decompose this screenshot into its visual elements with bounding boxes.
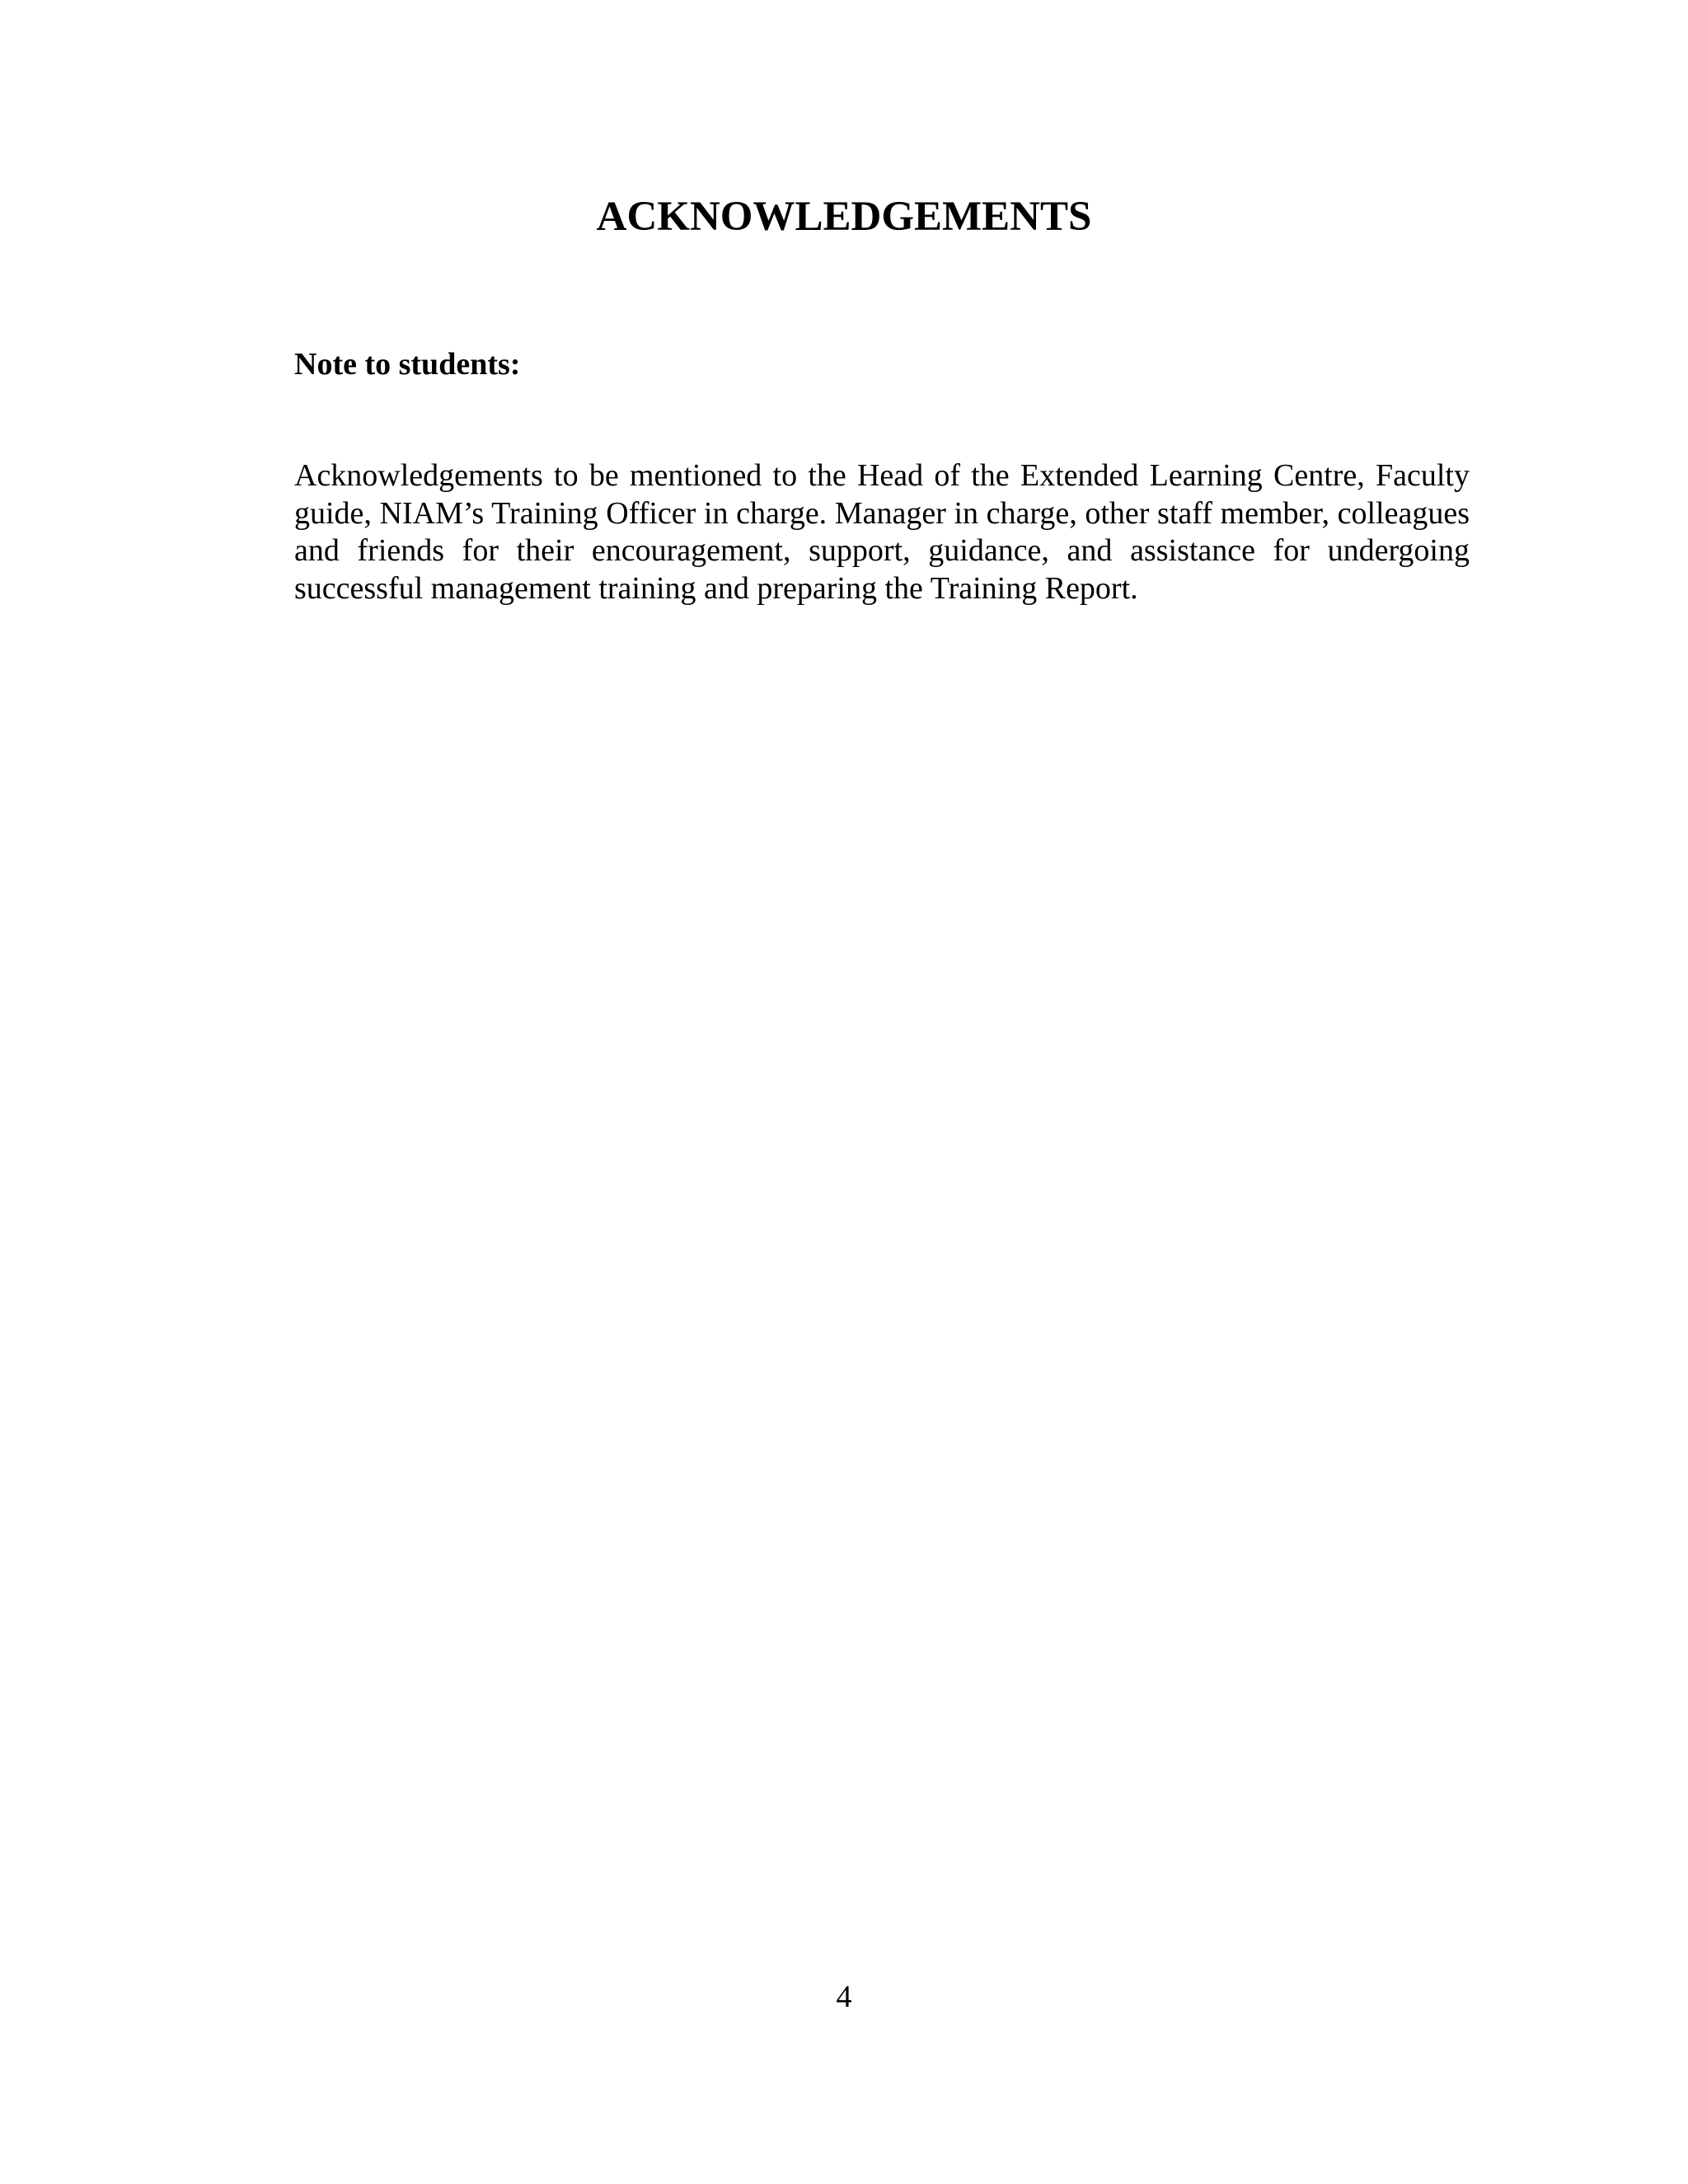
- body-paragraph: Acknowledgements to be mentioned to the Head of the Extended Learning Centre, Faculty guide, NIAM’s Training Officer in charge. Manager in charge, other staff member, colleagues and friends for their encouragement, support, guidance, and assistance for undergoing successful management training and preparing the Training Report.: [294, 458, 1470, 606]
- page-number: 4: [836, 1980, 852, 2014]
- page-title: ACKNOWLEDGEMENTS: [596, 194, 1092, 240]
- note-heading: Note to students:: [294, 347, 521, 382]
